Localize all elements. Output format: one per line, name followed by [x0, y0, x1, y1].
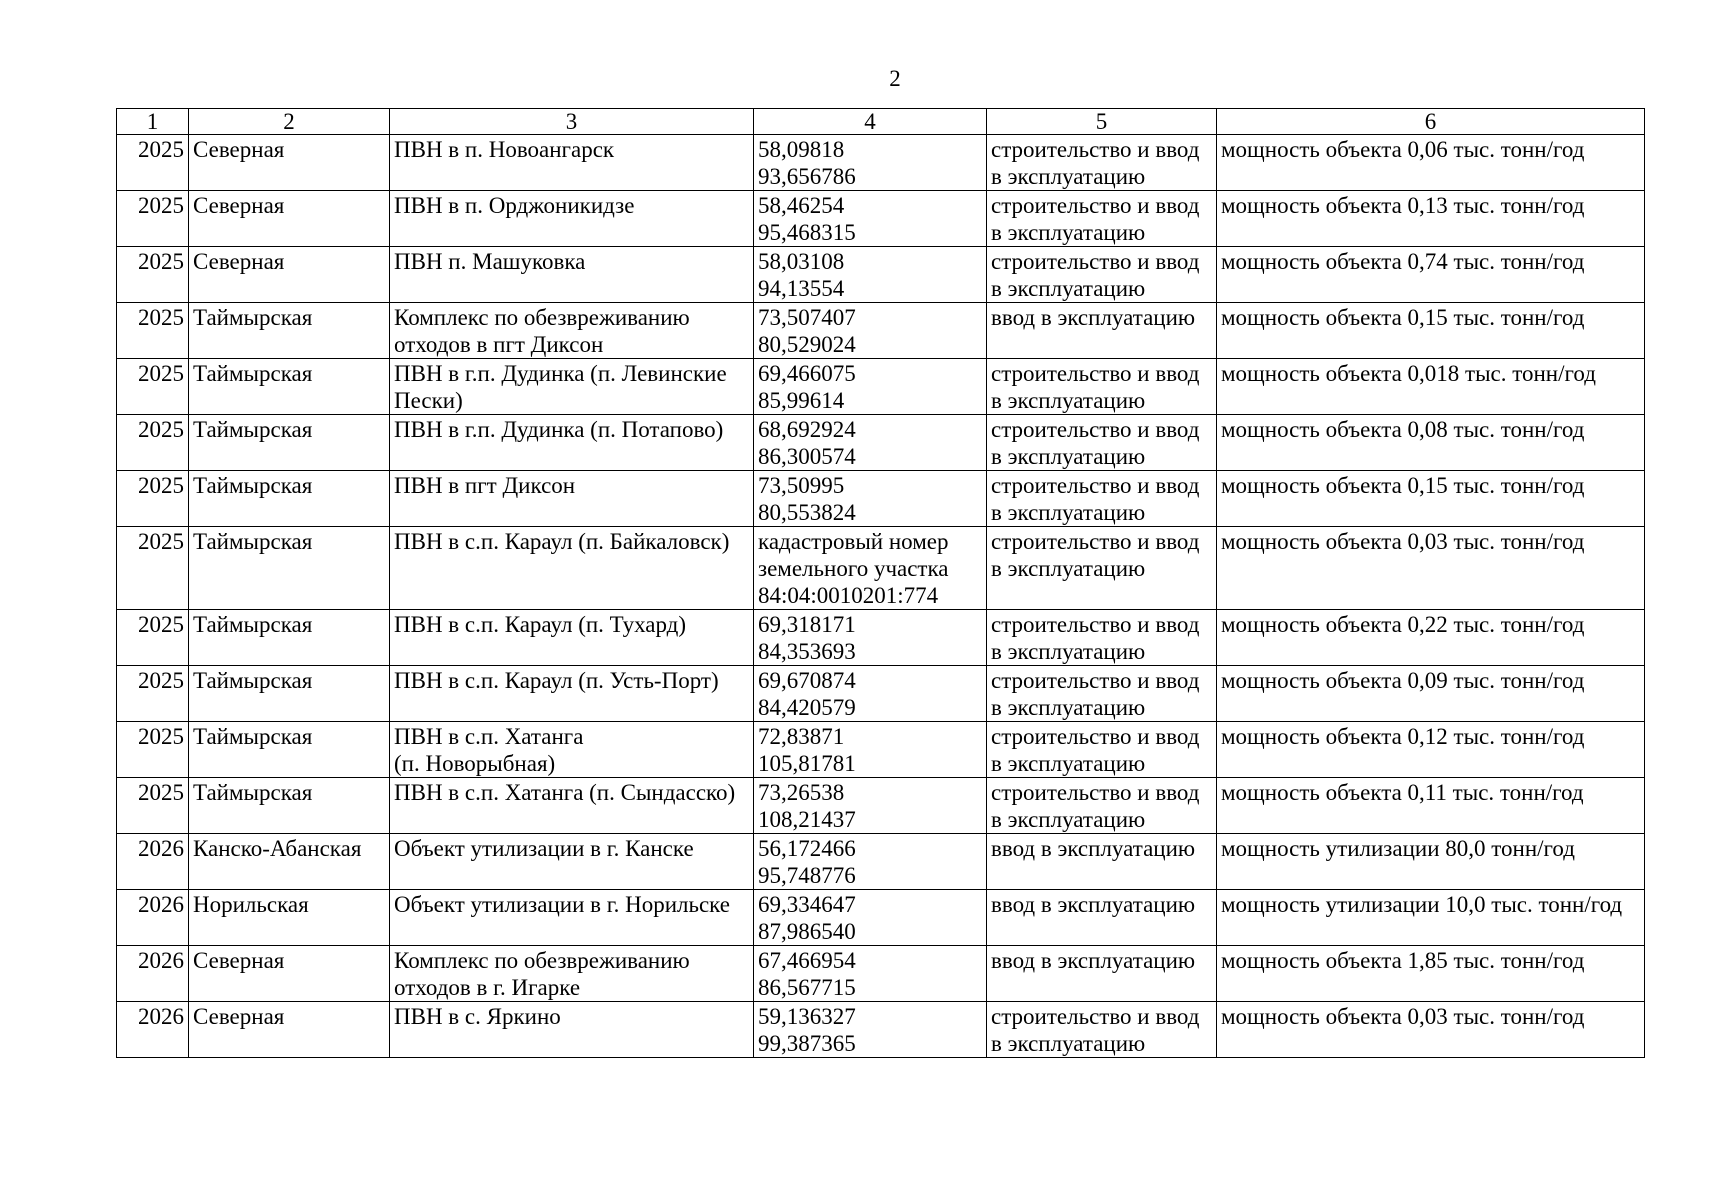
activity-cell-line: строительство и ввод: [991, 137, 1200, 162]
object-cell: [390, 890, 754, 946]
coords-cell: [754, 610, 987, 666]
column-header: 6: [1217, 109, 1645, 135]
zone-cell: Таймырская: [189, 471, 390, 527]
table-row: [117, 946, 1645, 1002]
capacity-cell: мощность объекта 0,08 тыс. тонн/год: [1217, 415, 1645, 471]
activity-cell: [987, 610, 1217, 666]
capacity-cell: мощность объекта 0,22 тыс. тонн/год: [1217, 610, 1645, 666]
coords-cell-line: 56,172466: [758, 836, 856, 861]
coords-cell: [754, 834, 987, 890]
activity-cell: [987, 471, 1217, 527]
object-cell: [390, 778, 754, 834]
activity-cell: [987, 778, 1217, 834]
year-cell: 2025: [117, 610, 189, 666]
table-row: [117, 303, 1645, 359]
zone-cell: Таймырская: [189, 359, 390, 415]
capacity-cell: мощность объекта 0,018 тыс. тонн/год: [1217, 359, 1645, 415]
object-cell-line: ПВН в с. Яркино: [394, 1004, 561, 1029]
coords-cell: [754, 247, 987, 303]
coords-cell: [754, 722, 987, 778]
table-row: [117, 191, 1645, 247]
coords-cell-line: 69,318171: [758, 612, 856, 637]
coords-cell: [754, 471, 987, 527]
activity-cell: [987, 415, 1217, 471]
page-number: 2: [889, 66, 901, 91]
coords-cell-line: 72,83871: [758, 724, 845, 749]
coords-cell-line: 69,334647: [758, 892, 856, 917]
year-cell: 2025: [117, 303, 189, 359]
activity-cell: [987, 890, 1217, 946]
object-cell-line: ПВН в с.п. Хатанга (п. Сындасско): [394, 780, 736, 805]
coords-cell: [754, 778, 987, 834]
table-row: [117, 722, 1645, 778]
activity-cell-line: в эксплуатацию: [991, 388, 1146, 413]
activity-cell: [987, 247, 1217, 303]
object-cell-line: ПВН в пгт Диксон: [394, 473, 576, 498]
activity-cell-line: строительство и ввод: [991, 612, 1200, 637]
year-cell: 2025: [117, 191, 189, 247]
coords-cell-line: 59,136327: [758, 1004, 856, 1029]
column-header: 5: [987, 109, 1217, 135]
coords-cell-line: 80,553824: [758, 500, 856, 525]
object-cell-line: ПВН п. Машуковка: [394, 249, 586, 274]
zone-cell: Таймырская: [189, 303, 390, 359]
table-body: [117, 135, 1645, 1058]
coords-cell-line: 73,507407: [758, 305, 856, 330]
table-row: [117, 610, 1645, 666]
activity-cell-line: строительство и ввод: [991, 780, 1200, 805]
coords-cell-line: 67,466954: [758, 948, 856, 973]
capacity-cell: мощность объекта 0,74 тыс. тонн/год: [1217, 247, 1645, 303]
object-cell-line: ПВН в с.п. Караул (п. Байкаловск): [394, 529, 730, 554]
object-cell: [390, 359, 754, 415]
activity-cell-line: ввод в эксплуатацию: [991, 836, 1196, 861]
object-cell-line: ПВН в г.п. Дудинка (п. Потапово): [394, 417, 724, 442]
object-cell: [390, 471, 754, 527]
year-cell: 2025: [117, 471, 189, 527]
zone-cell: Северная: [189, 191, 390, 247]
activity-cell-line: строительство и ввод: [991, 473, 1200, 498]
activity-cell-line: строительство и ввод: [991, 361, 1200, 386]
capacity-cell: мощность объекта 0,03 тыс. тонн/год: [1217, 1002, 1645, 1058]
zone-cell: Таймырская: [189, 415, 390, 471]
object-cell: [390, 1002, 754, 1058]
activity-cell-line: ввод в эксплуатацию: [991, 305, 1196, 330]
table-row: [117, 247, 1645, 303]
coords-cell-line: земельного участка: [758, 556, 949, 581]
coords-cell: [754, 359, 987, 415]
coords-cell-line: 93,656786: [758, 164, 856, 189]
object-cell-line: отходов в пгт Диксон: [394, 332, 604, 357]
activity-cell: [987, 359, 1217, 415]
year-cell: 2025: [117, 359, 189, 415]
object-cell: [390, 247, 754, 303]
activity-cell-line: в эксплуатацию: [991, 695, 1146, 720]
coords-cell: [754, 527, 987, 610]
activity-cell-line: строительство и ввод: [991, 249, 1200, 274]
coords-cell-line: 69,466075: [758, 361, 856, 386]
object-cell: [390, 722, 754, 778]
object-cell-line: ПВН в п. Орджоникидзе: [394, 193, 635, 218]
capacity-cell: мощность объекта 0,12 тыс. тонн/год: [1217, 722, 1645, 778]
coords-cell-line: 95,748776: [758, 863, 856, 888]
coords-cell-line: 58,09818: [758, 137, 845, 162]
data-table: [116, 108, 1645, 1058]
activity-cell-line: в эксплуатацию: [991, 276, 1146, 301]
object-cell-line: Объект утилизации в г. Норильске: [394, 892, 730, 917]
zone-cell: Северная: [189, 135, 390, 191]
object-cell: [390, 834, 754, 890]
zone-cell: Таймырская: [189, 778, 390, 834]
year-cell: 2026: [117, 946, 189, 1002]
coords-cell-line: 94,13554: [758, 276, 845, 301]
coords-cell: [754, 946, 987, 1002]
table-row: [117, 359, 1645, 415]
table-row: [117, 471, 1645, 527]
activity-cell: [987, 303, 1217, 359]
capacity-cell: мощность утилизации 80,0 тонн/год: [1217, 834, 1645, 890]
object-cell-line: ПВН в п. Новоангарск: [394, 137, 615, 162]
object-cell-line: отходов в г. Игарке: [394, 975, 581, 1000]
object-cell-line: Пески): [394, 388, 463, 413]
year-cell: 2026: [117, 890, 189, 946]
coords-cell-line: 84,420579: [758, 695, 856, 720]
object-cell-line: ПВН в г.п. Дудинка (п. Левинские: [394, 361, 727, 386]
coords-cell: [754, 415, 987, 471]
activity-cell-line: ввод в эксплуатацию: [991, 892, 1196, 917]
object-cell-line: (п. Новорыбная): [394, 751, 556, 776]
activity-cell: [987, 666, 1217, 722]
object-cell: [390, 946, 754, 1002]
column-header: 1: [117, 109, 189, 135]
year-cell: 2025: [117, 722, 189, 778]
coords-cell-line: кадастровый номер: [758, 529, 949, 554]
coords-cell-line: 86,567715: [758, 975, 856, 1000]
activity-cell-line: строительство и ввод: [991, 417, 1200, 442]
object-cell: [390, 610, 754, 666]
activity-cell-line: в эксплуатацию: [991, 164, 1146, 189]
object-cell-line: Объект утилизации в г. Канске: [394, 836, 694, 861]
table-row: [117, 778, 1645, 834]
zone-cell: Таймырская: [189, 722, 390, 778]
coords-cell-line: 69,670874: [758, 668, 856, 693]
zone-cell: Таймырская: [189, 666, 390, 722]
capacity-cell: мощность объекта 0,03 тыс. тонн/год: [1217, 527, 1645, 610]
activity-cell-line: в эксплуатацию: [991, 444, 1146, 469]
coords-cell-line: 84:04:0010201:774: [758, 583, 939, 608]
column-header: 3: [390, 109, 754, 135]
activity-cell-line: строительство и ввод: [991, 193, 1200, 218]
zone-cell: Северная: [189, 1002, 390, 1058]
column-header: 4: [754, 109, 987, 135]
object-cell: [390, 135, 754, 191]
coords-cell-line: 86,300574: [758, 444, 856, 469]
activity-cell-line: в эксплуатацию: [991, 1031, 1146, 1056]
capacity-cell: мощность объекта 0,06 тыс. тонн/год: [1217, 135, 1645, 191]
zone-cell: Норильская: [189, 890, 390, 946]
object-cell: [390, 415, 754, 471]
table-row: [117, 135, 1645, 191]
year-cell: 2025: [117, 527, 189, 610]
activity-cell-line: строительство и ввод: [991, 529, 1200, 554]
coords-cell-line: 58,03108: [758, 249, 845, 274]
activity-cell-line: в эксплуатацию: [991, 500, 1146, 525]
coords-cell: [754, 303, 987, 359]
object-cell: [390, 666, 754, 722]
object-cell-line: ПВН в с.п. Караул (п. Тухард): [394, 612, 687, 637]
year-cell: 2025: [117, 415, 189, 471]
coords-cell-line: 80,529024: [758, 332, 856, 357]
activity-cell-line: в эксплуатацию: [991, 807, 1146, 832]
coords-cell-line: 95,468315: [758, 220, 856, 245]
object-cell: [390, 191, 754, 247]
zone-cell: Северная: [189, 247, 390, 303]
activity-cell: [987, 834, 1217, 890]
object-cell: [390, 527, 754, 610]
activity-cell-line: в эксплуатацию: [991, 751, 1146, 776]
activity-cell: [987, 722, 1217, 778]
activity-cell-line: строительство и ввод: [991, 1004, 1200, 1029]
coords-cell: [754, 890, 987, 946]
zone-cell: Таймырская: [189, 527, 390, 610]
activity-cell: [987, 527, 1217, 610]
activity-cell-line: ввод в эксплуатацию: [991, 948, 1196, 973]
capacity-cell: мощность объекта 0,09 тыс. тонн/год: [1217, 666, 1645, 722]
activity-cell-line: в эксплуатацию: [991, 220, 1146, 245]
year-cell: 2026: [117, 834, 189, 890]
capacity-cell: мощность объекта 0,13 тыс. тонн/год: [1217, 191, 1645, 247]
activity-cell: [987, 191, 1217, 247]
table-row: [117, 890, 1645, 946]
header-row: [117, 109, 1645, 135]
activity-cell-line: в эксплуатацию: [991, 639, 1146, 664]
column-header: 2: [189, 109, 390, 135]
capacity-cell: мощность объекта 0,15 тыс. тонн/год: [1217, 303, 1645, 359]
coords-cell-line: 68,692924: [758, 417, 856, 442]
zone-cell: Северная: [189, 946, 390, 1002]
table-row: [117, 415, 1645, 471]
coords-cell-line: 87,986540: [758, 919, 856, 944]
activity-cell-line: строительство и ввод: [991, 724, 1200, 749]
table-row: [117, 527, 1645, 610]
object-cell: [390, 303, 754, 359]
coords-cell-line: 73,26538: [758, 780, 845, 805]
coords-cell-line: 108,21437: [758, 807, 856, 832]
zone-cell: Таймырская: [189, 610, 390, 666]
object-cell-line: ПВН в с.п. Караул (п. Усть-Порт): [394, 668, 719, 693]
object-cell-line: Комплекс по обезвреживанию: [394, 948, 690, 973]
object-cell-line: ПВН в с.п. Хатанга: [394, 724, 584, 749]
table-row: [117, 1002, 1645, 1058]
coords-cell-line: 58,46254: [758, 193, 845, 218]
activity-cell: [987, 946, 1217, 1002]
year-cell: 2026: [117, 1002, 189, 1058]
coords-cell-line: 85,99614: [758, 388, 845, 413]
coords-cell: [754, 191, 987, 247]
year-cell: 2025: [117, 666, 189, 722]
table-row: [117, 666, 1645, 722]
coords-cell-line: 99,387365: [758, 1031, 856, 1056]
activity-cell-line: в эксплуатацию: [991, 556, 1146, 581]
coords-cell-line: 105,81781: [758, 751, 856, 776]
year-cell: 2025: [117, 135, 189, 191]
coords-cell-line: 84,353693: [758, 639, 856, 664]
zone-cell: Канско-Абанская: [189, 834, 390, 890]
activity-cell-line: строительство и ввод: [991, 668, 1200, 693]
year-cell: 2025: [117, 247, 189, 303]
capacity-cell: мощность объекта 0,11 тыс. тонн/год: [1217, 778, 1645, 834]
object-cell-line: Комплекс по обезвреживанию: [394, 305, 690, 330]
coords-cell: [754, 135, 987, 191]
capacity-cell: мощность объекта 1,85 тыс. тонн/год: [1217, 946, 1645, 1002]
activity-cell: [987, 1002, 1217, 1058]
activity-cell: [987, 135, 1217, 191]
capacity-cell: мощность утилизации 10,0 тыс. тонн/год: [1217, 890, 1645, 946]
year-cell: 2025: [117, 778, 189, 834]
coords-cell: [754, 1002, 987, 1058]
coords-cell-line: 73,50995: [758, 473, 845, 498]
capacity-cell: мощность объекта 0,15 тыс. тонн/год: [1217, 471, 1645, 527]
coords-cell: [754, 666, 987, 722]
table-row: [117, 834, 1645, 890]
